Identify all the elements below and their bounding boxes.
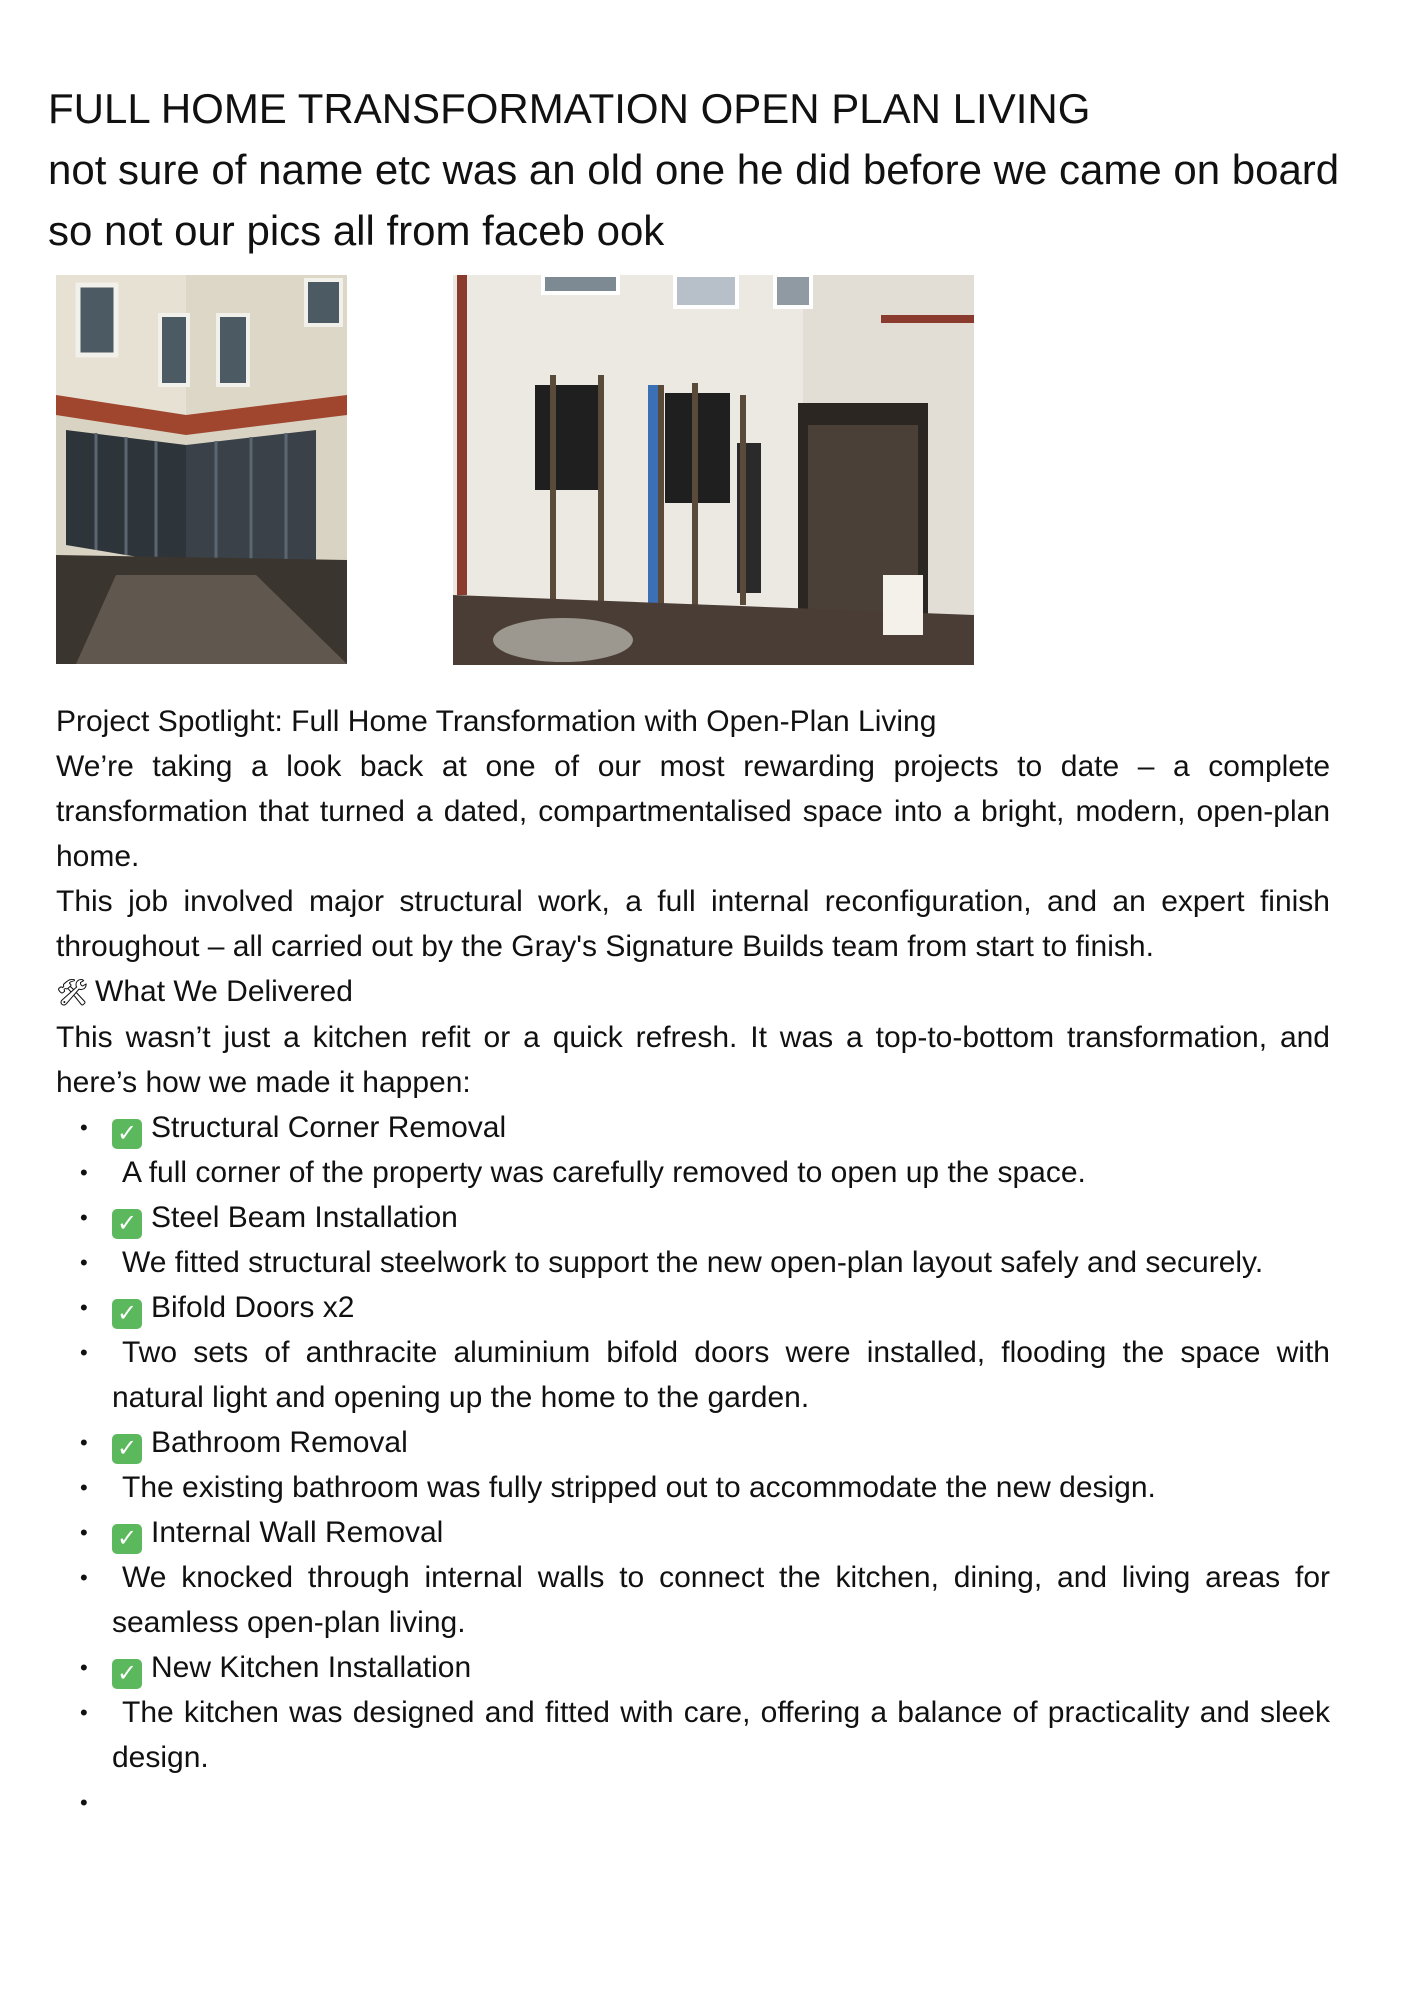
delivered-list bbox=[56, 1105, 1330, 1825]
article-body bbox=[56, 699, 1330, 1825]
list-item bbox=[112, 1465, 1330, 1510]
check-mark-icon: ✓ bbox=[112, 1524, 142, 1554]
check-mark-icon: ✓ bbox=[112, 1434, 142, 1464]
delivered-heading-text: What We Delivered bbox=[95, 975, 353, 1008]
hammer-and-wrench-icon: 🛠 bbox=[56, 977, 90, 1007]
check-mark-icon: ✓ bbox=[112, 1299, 142, 1329]
item-description: Two sets of anthracite aluminium bifold doors were installed, flooding the space with natural light and opening up the home to the garden. bbox=[112, 1336, 1330, 1414]
check-mark-icon: ✓ bbox=[112, 1209, 142, 1239]
item-description: We knocked through internal walls to connect the kitchen, dining, and living areas for seamless open-plan living. bbox=[112, 1561, 1330, 1639]
intro-paragraph-1: We’re taking a look back at one of our most rewarding projects to date – a complete transformation that turned a dated, compartmentalised space into a bright, modern, open-plan home. bbox=[56, 750, 1330, 873]
delivered-heading bbox=[56, 969, 1330, 1015]
list-item bbox=[112, 1690, 1330, 1780]
list-item bbox=[112, 1105, 1330, 1150]
list-item bbox=[112, 1420, 1330, 1465]
list-item bbox=[112, 1285, 1330, 1330]
photo-finished-bifold-corner bbox=[56, 275, 347, 664]
list-item bbox=[112, 1240, 1330, 1285]
check-mark-icon: ✓ bbox=[112, 1119, 142, 1149]
list-item bbox=[112, 1330, 1330, 1420]
item-description: A full corner of the property was carefully removed to open up the space. bbox=[122, 1156, 1086, 1189]
list-item bbox=[112, 1645, 1330, 1690]
list-item bbox=[112, 1195, 1330, 1240]
item-title: Steel Beam Installation bbox=[151, 1201, 458, 1234]
heading-line-3: so not our pics all from faceb ook bbox=[48, 207, 665, 254]
item-title: Bathroom Removal bbox=[151, 1426, 408, 1459]
list-item-empty bbox=[112, 1780, 1330, 1825]
item-description: The existing bathroom was fully stripped out to accommodate the new design. bbox=[122, 1471, 1156, 1504]
photo-structural-work-in-progress bbox=[453, 275, 974, 665]
list-item bbox=[112, 1555, 1330, 1645]
item-description: We fitted structural steelwork to support the new open-plan layout safely and securely. bbox=[122, 1246, 1264, 1279]
item-title: Internal Wall Removal bbox=[151, 1516, 444, 1549]
intro-paragraph-2: This job involved major structural work, a full internal reconfiguration, and an expert finish throughout – all carried out by the Gray's Signature Builds team from start to finish. bbox=[56, 885, 1330, 963]
spotlight-title: Project Spotlight: Full Home Transformation with Open-Plan Living bbox=[56, 705, 937, 738]
heading-line-1: FULL HOME TRANSFORMATION OPEN PLAN LIVING bbox=[48, 85, 1091, 132]
list-item bbox=[112, 1510, 1330, 1555]
heading-line-2: not sure of name etc was an old one he did before we came on board bbox=[48, 146, 1340, 193]
check-mark-icon: ✓ bbox=[112, 1659, 142, 1689]
item-description: The kitchen was designed and fitted with care, offering a balance of practicality and sleek design. bbox=[112, 1696, 1330, 1774]
item-title: Bifold Doors x2 bbox=[151, 1291, 355, 1324]
list-item bbox=[112, 1150, 1330, 1195]
item-title: New Kitchen Installation bbox=[151, 1651, 472, 1684]
delivered-lead: This wasn’t just a kitchen refit or a quick refresh. It was a top-to-bottom transformation, and here’s how we made it happen: bbox=[56, 1021, 1330, 1099]
page-heading bbox=[48, 78, 1408, 261]
item-title: Structural Corner Removal bbox=[151, 1111, 507, 1144]
